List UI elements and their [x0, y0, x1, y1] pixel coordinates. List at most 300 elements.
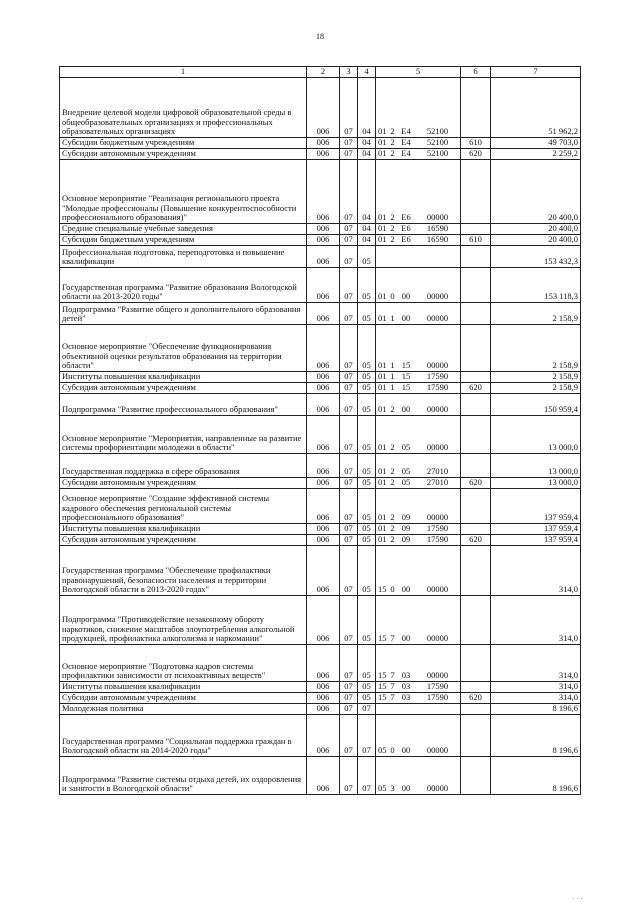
- row-name: Субсидии автономным учреждениям: [60, 535, 307, 546]
- row-article-part2: 2: [388, 235, 398, 246]
- row-expense-type: 610: [461, 138, 491, 149]
- row-article-part1: 01: [376, 489, 388, 524]
- table-row: [60, 325, 581, 372]
- row-article-part3: 00: [398, 757, 415, 795]
- row-article-part2: 2: [388, 78, 398, 138]
- row-section-code: 07: [340, 645, 358, 682]
- row-sum: 2 158,9: [491, 383, 581, 394]
- row-expense-type: [461, 645, 491, 682]
- row-section-code: 07: [340, 325, 358, 372]
- row-article-part4: 17590: [415, 383, 461, 394]
- row-article-part1: 01: [376, 268, 388, 303]
- row-admin-code: 006: [307, 394, 340, 416]
- row-article-part3: [398, 246, 415, 268]
- row-expense-type: [461, 303, 491, 325]
- row-article-part1: 15: [376, 645, 388, 682]
- row-subsection-code: 05: [358, 383, 376, 394]
- row-section-code: 07: [340, 693, 358, 704]
- table-row: [60, 546, 581, 596]
- row-article-part4: 00000: [415, 645, 461, 682]
- row-sum: 20 400,0: [491, 235, 581, 246]
- table-row: [60, 160, 581, 224]
- row-name: Основное мероприятие "Обеспечение функционирования объективной оценки результатов образования на территории области": [60, 325, 307, 372]
- row-name: Субсидии бюджетным учреждениям: [60, 138, 307, 149]
- row-article-part2: [388, 246, 398, 268]
- row-article-part2: 1: [388, 372, 398, 383]
- row-article-part3: 15: [398, 372, 415, 383]
- row-section-code: 07: [340, 224, 358, 235]
- row-article-part1: 01: [376, 149, 388, 160]
- row-article-part1: 01: [376, 372, 388, 383]
- row-section-code: 07: [340, 704, 358, 715]
- row-name: Институты повышения квалификации: [60, 372, 307, 383]
- row-name: Подпрограмма "Развитие общего и дополнительного образования детей": [60, 303, 307, 325]
- row-article-part3: 00: [398, 596, 415, 645]
- row-name: Государственная поддержка в сфере образования: [60, 454, 307, 478]
- row-admin-code: 006: [307, 78, 340, 138]
- row-sum: 8 196,6: [491, 757, 581, 795]
- row-article-part3: 15: [398, 325, 415, 372]
- row-article-part1: 01: [376, 524, 388, 535]
- table-row: [60, 645, 581, 682]
- row-sum: 314,0: [491, 682, 581, 693]
- row-article-part1: 01: [376, 325, 388, 372]
- row-article-part2: 2: [388, 416, 398, 454]
- row-article-part2: 0: [388, 268, 398, 303]
- row-expense-type: [461, 416, 491, 454]
- table-row: [60, 478, 581, 489]
- table-row: [60, 682, 581, 693]
- row-article-part1: 01: [376, 478, 388, 489]
- row-expense-type: 620: [461, 693, 491, 704]
- row-admin-code: 006: [307, 372, 340, 383]
- row-admin-code: 006: [307, 224, 340, 235]
- row-article-part2: 0: [388, 546, 398, 596]
- row-section-code: 07: [340, 682, 358, 693]
- table-row: [60, 383, 581, 394]
- row-article-part4: 00000: [415, 394, 461, 416]
- row-admin-code: 006: [307, 235, 340, 246]
- row-article-part3: E6: [398, 160, 415, 224]
- row-subsection-code: 04: [358, 235, 376, 246]
- row-article-part4: [415, 704, 461, 715]
- row-admin-code: 006: [307, 715, 340, 757]
- row-article-part3: 09: [398, 489, 415, 524]
- row-name: Государственная программа "Обеспечение профилактики правонарушений, безопасности населения и территории Вологодской области в 2013-2020 годах": [60, 546, 307, 596]
- row-admin-code: 006: [307, 704, 340, 715]
- table-row: [60, 235, 581, 246]
- row-sum: 314,0: [491, 596, 581, 645]
- header-section: 3: [340, 67, 358, 78]
- row-expense-type: [461, 715, 491, 757]
- row-name: Субсидии бюджетным учреждениям: [60, 235, 307, 246]
- row-name: Молодежная политика: [60, 704, 307, 715]
- row-article-part1: 01: [376, 454, 388, 478]
- row-admin-code: 006: [307, 596, 340, 645]
- table-row: [60, 268, 581, 303]
- row-subsection-code: 07: [358, 715, 376, 757]
- row-name: Субсидии автономным учреждениям: [60, 383, 307, 394]
- footer-mark: · · ·: [572, 895, 583, 903]
- row-sum: 153 118,3: [491, 268, 581, 303]
- row-article-part3: 05: [398, 478, 415, 489]
- table-row: [60, 693, 581, 704]
- row-subsection-code: 05: [358, 645, 376, 682]
- table-row: [60, 394, 581, 416]
- row-admin-code: 006: [307, 303, 340, 325]
- row-admin-code: 006: [307, 546, 340, 596]
- row-subsection-code: 05: [358, 416, 376, 454]
- row-article-part3: 00: [398, 303, 415, 325]
- row-admin-code: 006: [307, 757, 340, 795]
- row-article-part3: 05: [398, 416, 415, 454]
- table-row: [60, 757, 581, 795]
- row-section-code: 07: [340, 535, 358, 546]
- row-name: Внедрение целевой модели цифровой образовательной среды в общеобразовательных организациях и профессиональных образовательных организациях: [60, 78, 307, 138]
- table-row: [60, 303, 581, 325]
- row-name: Подпрограмма "Противодействие незаконному обороту наркотиков, снижение масштабов злоупотребления алкогольной продукцией, профилактика алкоголизма и наркомании": [60, 596, 307, 645]
- row-article-part2: [388, 704, 398, 715]
- row-article-part4: 17590: [415, 682, 461, 693]
- row-subsection-code: 07: [358, 704, 376, 715]
- row-expense-type: [461, 246, 491, 268]
- row-article-part2: 7: [388, 693, 398, 704]
- header-target-article: 5: [376, 67, 461, 78]
- row-expense-type: [461, 454, 491, 478]
- row-article-part2: 2: [388, 160, 398, 224]
- row-subsection-code: 05: [358, 535, 376, 546]
- row-sum: 2 158,9: [491, 325, 581, 372]
- row-article-part3: 00: [398, 715, 415, 757]
- row-article-part1: 01: [376, 78, 388, 138]
- row-section-code: 07: [340, 246, 358, 268]
- row-section-code: 07: [340, 715, 358, 757]
- row-section-code: 07: [340, 416, 358, 454]
- row-article-part4: 00000: [415, 715, 461, 757]
- row-admin-code: 006: [307, 682, 340, 693]
- row-article-part1: 01: [376, 535, 388, 546]
- table-row: [60, 704, 581, 715]
- row-admin-code: 006: [307, 246, 340, 268]
- row-name: Основное мероприятие "Мероприятия, направленные на развитие системы профориентации молодежи в области": [60, 416, 307, 454]
- row-article-part4: 00000: [415, 489, 461, 524]
- row-expense-type: 620: [461, 149, 491, 160]
- row-section-code: 07: [340, 454, 358, 478]
- row-section-code: 07: [340, 138, 358, 149]
- header-subsection: 4: [358, 67, 376, 78]
- row-sum: 314,0: [491, 645, 581, 682]
- row-name: Средние специальные учебные заведения: [60, 224, 307, 235]
- row-subsection-code: 05: [358, 325, 376, 372]
- row-name: Государственная программа "Социальная поддержка граждан в Вологодской области на 2014-2020 годы": [60, 715, 307, 757]
- row-admin-code: 006: [307, 693, 340, 704]
- table-row: [60, 715, 581, 757]
- row-article-part1: 15: [376, 546, 388, 596]
- table-row: [60, 416, 581, 454]
- row-subsection-code: 05: [358, 682, 376, 693]
- row-article-part4: 27010: [415, 478, 461, 489]
- row-admin-code: 006: [307, 489, 340, 524]
- row-section-code: 07: [340, 160, 358, 224]
- row-expense-type: [461, 372, 491, 383]
- row-sum: 314,0: [491, 693, 581, 704]
- row-expense-type: [461, 757, 491, 795]
- row-article-part2: 2: [388, 489, 398, 524]
- row-name: Подпрограмма "Развитие системы отдыха детей, их оздоровления и занятости в Вологодской области": [60, 757, 307, 795]
- row-name: Субсидии автономным учреждениям: [60, 693, 307, 704]
- row-article-part4: 00000: [415, 596, 461, 645]
- row-sum: 13 000,0: [491, 416, 581, 454]
- row-article-part1: 05: [376, 757, 388, 795]
- row-sum: 8 196,6: [491, 715, 581, 757]
- row-sum: 51 962,2: [491, 78, 581, 138]
- table-row: [60, 454, 581, 478]
- row-name: Институты повышения квалификации: [60, 682, 307, 693]
- row-article-part2: 2: [388, 394, 398, 416]
- row-article-part2: 1: [388, 383, 398, 394]
- table-row: [60, 372, 581, 383]
- row-article-part4: 00000: [415, 416, 461, 454]
- row-subsection-code: 05: [358, 246, 376, 268]
- row-article-part3: 00: [398, 268, 415, 303]
- row-subsection-code: 05: [358, 268, 376, 303]
- row-subsection-code: 05: [358, 489, 376, 524]
- row-sum: 2 259,2: [491, 149, 581, 160]
- row-section-code: 07: [340, 478, 358, 489]
- row-article-part2: 1: [388, 303, 398, 325]
- row-article-part1: 15: [376, 693, 388, 704]
- row-article-part1: 05: [376, 715, 388, 757]
- row-expense-type: [461, 325, 491, 372]
- row-expense-type: [461, 489, 491, 524]
- row-sum: 2 158,9: [491, 303, 581, 325]
- row-section-code: 07: [340, 235, 358, 246]
- row-sum: 153 432,3: [491, 246, 581, 268]
- row-sum: 2 158,9: [491, 372, 581, 383]
- row-article-part3: 05: [398, 454, 415, 478]
- row-article-part2: 2: [388, 454, 398, 478]
- row-subsection-code: 05: [358, 303, 376, 325]
- row-article-part4: 00000: [415, 160, 461, 224]
- row-admin-code: 006: [307, 383, 340, 394]
- row-subsection-code: 04: [358, 149, 376, 160]
- header-expense-type: 6: [461, 67, 491, 78]
- row-subsection-code: 05: [358, 596, 376, 645]
- row-article-part3: [398, 704, 415, 715]
- row-article-part2: 2: [388, 478, 398, 489]
- page-number: 18: [316, 32, 324, 41]
- row-expense-type: [461, 224, 491, 235]
- row-expense-type: 610: [461, 235, 491, 246]
- row-section-code: 07: [340, 596, 358, 645]
- row-section-code: 07: [340, 372, 358, 383]
- row-subsection-code: 05: [358, 546, 376, 596]
- table-row: [60, 535, 581, 546]
- row-article-part3: 09: [398, 524, 415, 535]
- row-section-code: 07: [340, 303, 358, 325]
- row-article-part3: E4: [398, 149, 415, 160]
- row-article-part3: 15: [398, 383, 415, 394]
- row-name: Основное мероприятие "Создание эффективной системы кадрового обеспечения региональной системы профессионального образования": [60, 489, 307, 524]
- table-row: [60, 246, 581, 268]
- row-section-code: 07: [340, 394, 358, 416]
- row-article-part3: E6: [398, 235, 415, 246]
- budget-table: [59, 66, 581, 795]
- row-article-part3: E6: [398, 224, 415, 235]
- row-admin-code: 006: [307, 138, 340, 149]
- row-sum: 13 000,0: [491, 454, 581, 478]
- table-row: [60, 78, 581, 138]
- row-name: Субсидии автономным учреждениям: [60, 149, 307, 160]
- row-article-part4: 52100: [415, 138, 461, 149]
- row-article-part4: 00000: [415, 757, 461, 795]
- row-article-part2: 2: [388, 149, 398, 160]
- row-article-part4: 00000: [415, 325, 461, 372]
- row-expense-type: [461, 682, 491, 693]
- row-name: Государственная программа "Развитие образования Вологодской области на 2013-2020 годы": [60, 268, 307, 303]
- row-article-part3: 00: [398, 546, 415, 596]
- row-subsection-code: 05: [358, 394, 376, 416]
- row-admin-code: 006: [307, 325, 340, 372]
- row-article-part2: 7: [388, 645, 398, 682]
- row-sum: 20 400,0: [491, 224, 581, 235]
- row-article-part1: 01: [376, 235, 388, 246]
- row-expense-type: 620: [461, 535, 491, 546]
- row-article-part1: [376, 704, 388, 715]
- row-admin-code: 006: [307, 645, 340, 682]
- row-expense-type: [461, 78, 491, 138]
- row-section-code: 07: [340, 757, 358, 795]
- row-subsection-code: 05: [358, 372, 376, 383]
- table-row: [60, 596, 581, 645]
- row-article-part2: 7: [388, 682, 398, 693]
- row-sum: 150 959,4: [491, 394, 581, 416]
- row-subsection-code: 04: [358, 224, 376, 235]
- row-admin-code: 006: [307, 478, 340, 489]
- row-article-part2: 7: [388, 596, 398, 645]
- row-sum: 314,0: [491, 546, 581, 596]
- table-row: [60, 138, 581, 149]
- row-admin-code: 006: [307, 535, 340, 546]
- row-expense-type: [461, 524, 491, 535]
- row-expense-type: [461, 704, 491, 715]
- header-admin: 2: [307, 67, 340, 78]
- row-article-part1: [376, 246, 388, 268]
- row-article-part4: 27010: [415, 454, 461, 478]
- row-article-part1: 15: [376, 682, 388, 693]
- row-article-part2: 0: [388, 715, 398, 757]
- row-expense-type: [461, 268, 491, 303]
- table-row: [60, 489, 581, 524]
- row-subsection-code: 05: [358, 693, 376, 704]
- row-article-part1: 01: [376, 416, 388, 454]
- row-section-code: 07: [340, 524, 358, 535]
- row-sum: 137 959,4: [491, 524, 581, 535]
- header-sum: 7: [491, 67, 581, 78]
- row-sum: 8 196,6: [491, 704, 581, 715]
- row-expense-type: 620: [461, 478, 491, 489]
- row-article-part1: 01: [376, 224, 388, 235]
- row-section-code: 07: [340, 78, 358, 138]
- header-name: 1: [60, 67, 307, 78]
- row-article-part3: E4: [398, 78, 415, 138]
- row-admin-code: 006: [307, 160, 340, 224]
- row-section-code: 07: [340, 383, 358, 394]
- row-admin-code: 006: [307, 149, 340, 160]
- row-article-part2: 2: [388, 224, 398, 235]
- row-subsection-code: 05: [358, 454, 376, 478]
- row-subsection-code: 05: [358, 478, 376, 489]
- row-article-part4: 00000: [415, 303, 461, 325]
- table-body: [60, 78, 581, 795]
- row-article-part4: 16590: [415, 235, 461, 246]
- row-article-part1: 01: [376, 303, 388, 325]
- row-article-part2: 2: [388, 535, 398, 546]
- row-article-part2: 2: [388, 524, 398, 535]
- row-article-part1: 01: [376, 394, 388, 416]
- row-article-part3: 03: [398, 682, 415, 693]
- row-section-code: 07: [340, 546, 358, 596]
- row-article-part4: 17590: [415, 693, 461, 704]
- row-article-part1: 15: [376, 596, 388, 645]
- row-expense-type: 620: [461, 383, 491, 394]
- row-name: Основное мероприятие "Подготовка кадров системы профилактики зависимости от психоактивных веществ": [60, 645, 307, 682]
- row-name: Основное мероприятие "Реализация регионального проекта "Молодые профессионалы (Повышение конкурентоспособности профессионального образования)": [60, 160, 307, 224]
- table-row: [60, 149, 581, 160]
- row-article-part4: [415, 246, 461, 268]
- row-article-part1: 01: [376, 138, 388, 149]
- row-name: Субсидии автономным учреждениям: [60, 478, 307, 489]
- row-article-part4: 52100: [415, 78, 461, 138]
- row-subsection-code: 04: [358, 160, 376, 224]
- row-article-part4: 16590: [415, 224, 461, 235]
- row-subsection-code: 04: [358, 138, 376, 149]
- row-name: Институты повышения квалификации: [60, 524, 307, 535]
- row-sum: 137 959,4: [491, 489, 581, 524]
- row-admin-code: 006: [307, 524, 340, 535]
- row-article-part3: 09: [398, 535, 415, 546]
- row-article-part2: 3: [388, 757, 398, 795]
- row-sum: 137 959,4: [491, 535, 581, 546]
- row-sum: 20 400,0: [491, 160, 581, 224]
- row-subsection-code: 07: [358, 757, 376, 795]
- row-section-code: 07: [340, 268, 358, 303]
- table-row: [60, 224, 581, 235]
- row-admin-code: 006: [307, 268, 340, 303]
- row-article-part4: 17590: [415, 372, 461, 383]
- table-row: [60, 524, 581, 535]
- table-header-row: [60, 67, 581, 78]
- row-article-part1: 01: [376, 383, 388, 394]
- row-article-part2: 2: [388, 138, 398, 149]
- row-article-part3: 03: [398, 645, 415, 682]
- row-name: Профессиональная подготовка, переподготовка и повышение квалификации: [60, 246, 307, 268]
- row-article-part4: 17590: [415, 535, 461, 546]
- row-article-part4: 00000: [415, 268, 461, 303]
- row-article-part3: 03: [398, 693, 415, 704]
- row-article-part4: 52100: [415, 149, 461, 160]
- row-article-part1: 01: [376, 160, 388, 224]
- row-subsection-code: 04: [358, 78, 376, 138]
- row-article-part4: 00000: [415, 546, 461, 596]
- row-article-part4: 17590: [415, 524, 461, 535]
- row-sum: 13 000,0: [491, 478, 581, 489]
- row-expense-type: [461, 596, 491, 645]
- row-expense-type: [461, 160, 491, 224]
- row-article-part3: 00: [398, 394, 415, 416]
- row-expense-type: [461, 394, 491, 416]
- row-article-part2: 1: [388, 325, 398, 372]
